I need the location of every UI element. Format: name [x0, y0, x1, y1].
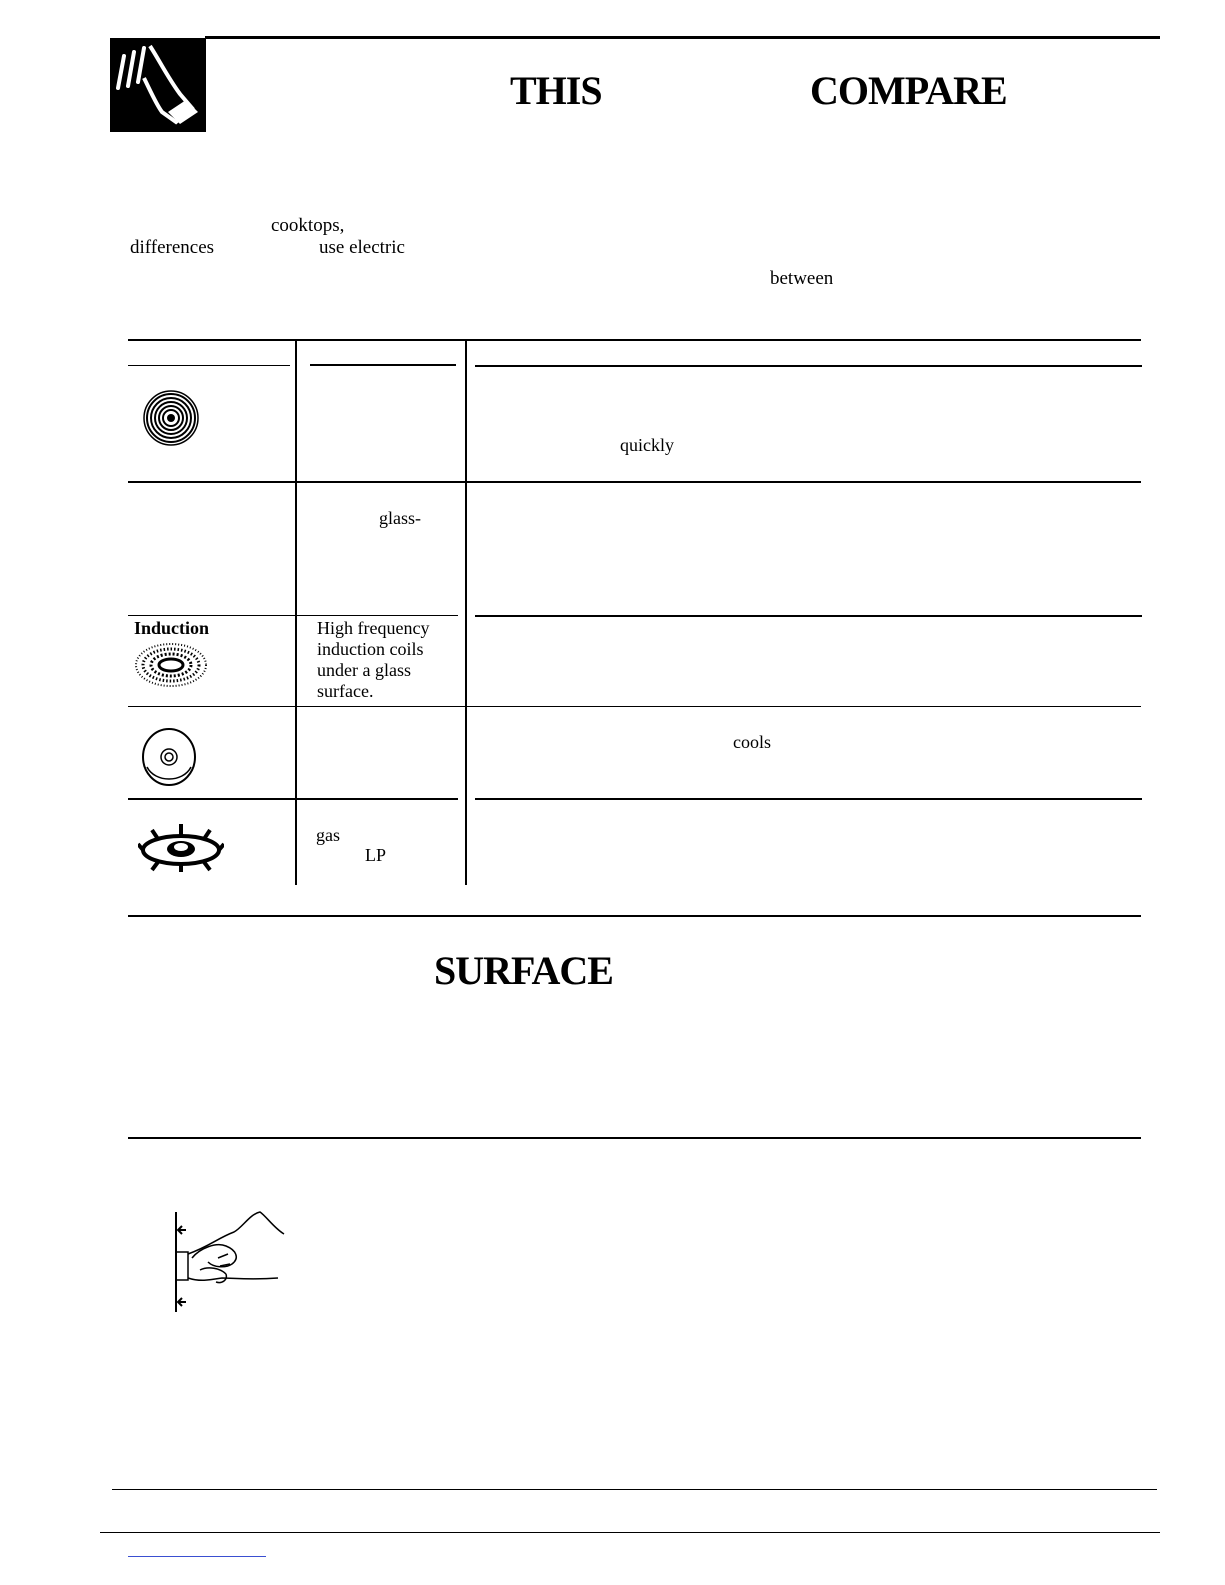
- row1-desc-quickly: quickly: [620, 435, 674, 455]
- induction-icon: [134, 642, 208, 688]
- row2-rule-right: [475, 615, 1142, 617]
- section-title: SURFACE: [434, 948, 613, 993]
- intro-use-electric: use electric: [319, 237, 405, 258]
- knob-hand-icon: [170, 1208, 290, 1316]
- row4-rule-left: [128, 798, 458, 800]
- row1-rule: [128, 481, 1141, 483]
- row2-rule-left: [128, 615, 458, 616]
- row4-rule-right: [475, 798, 1142, 800]
- coil-burner-icon: [143, 390, 199, 446]
- footer-rule-2: [100, 1532, 1160, 1533]
- section-top-rule: [128, 915, 1141, 917]
- solid-disk-icon: [141, 727, 197, 787]
- top-rule: [205, 36, 1160, 39]
- section-bottom-rule: [128, 1137, 1141, 1139]
- footer-link-underline: [128, 1556, 266, 1557]
- table-header-rule-col2: [310, 364, 456, 366]
- row5-method-lp: LP: [365, 845, 387, 865]
- row3-type-label: Induction: [134, 618, 210, 638]
- table-header-rule-col3: [475, 365, 1142, 367]
- table-col-divider-2: [465, 340, 467, 885]
- row4-desc-cools: cools: [733, 732, 771, 752]
- warning-hand-icon: [110, 38, 206, 132]
- intro-between: between: [770, 268, 834, 289]
- row3-method-line-2: induction coils: [317, 639, 424, 659]
- row5-method-gas: gas: [316, 825, 340, 845]
- row3-method-line-3: under a glass: [317, 660, 411, 680]
- row2-method-glass: glass-: [379, 508, 421, 528]
- intro-differences: differences: [130, 237, 215, 258]
- intro-cooktops: cooktops,: [271, 215, 345, 236]
- header-word-compare: COMPARE: [810, 68, 1007, 113]
- table-header-rule-col1: [128, 365, 290, 366]
- table-top-rule: [128, 339, 1141, 341]
- row3-method-line-4: surface.: [317, 681, 374, 701]
- row3-rule: [128, 706, 1141, 707]
- header-word-this: THIS: [510, 68, 602, 113]
- row3-method-line-1: High frequency: [317, 618, 430, 638]
- footer-rule-1: [112, 1489, 1157, 1490]
- gas-burner-icon: [138, 820, 224, 872]
- table-col-divider-1: [295, 340, 297, 885]
